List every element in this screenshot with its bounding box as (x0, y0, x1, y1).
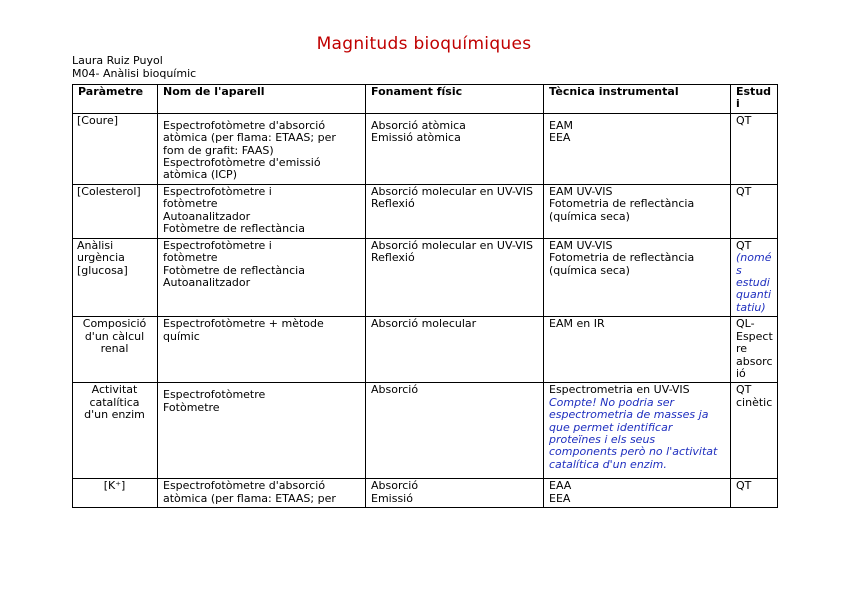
cell-aparell (158, 317, 366, 383)
cell-parametre-text: [K⁺] (103, 479, 126, 493)
header-estudi: Estudi (731, 85, 778, 114)
cell-fonament (366, 113, 544, 184)
cell-fonament-text: Absorció molecular en UV-VIS Reflexió (371, 184, 533, 211)
document-meta (72, 54, 196, 80)
cell-tecnica-text: EAM en IR (549, 317, 605, 331)
cell-parametre-text: [Colesterol] (77, 184, 141, 198)
cell-fonament (366, 383, 544, 479)
cell-parametre-text: Activitat catalítica d'un enzim (84, 383, 145, 422)
cell-tecnica (544, 383, 731, 479)
cell-parametre-text: [Coure] (77, 113, 119, 127)
subject-line: M04- Anàlisi bioquímic (72, 67, 197, 80)
cell-tecnica (544, 317, 731, 383)
cell-estudi (731, 184, 778, 238)
cell-tecnica-text: EAM EEA (549, 118, 573, 145)
header-row (73, 85, 778, 114)
cell-aparell (158, 184, 366, 238)
cell-tecnica (544, 113, 731, 184)
header-aparell: Nom de l'aparell (158, 85, 366, 114)
cell-estudi-text: QT (736, 184, 752, 198)
cell-fonament-text: Absorció molecular en UV-VIS Reflexió (371, 238, 533, 265)
cell-tecnica-text: Espectrometria en UV-VIS (549, 383, 690, 397)
cell-estudi (731, 113, 778, 184)
cell-fonament-text: Absorció atòmica Emissió atòmica (371, 118, 466, 145)
cell-tecnica (544, 184, 731, 238)
cell-parametre (73, 383, 158, 479)
cell-tecnica-text: EAA EEA (549, 479, 572, 505)
cell-parametre-text: Composició d'un càlcul renal (82, 317, 147, 356)
table-row (73, 317, 778, 383)
cell-estudi (731, 383, 778, 479)
cell-parametre (73, 113, 158, 184)
cell-fonament-text: Absorció molecular (371, 317, 477, 331)
cell-aparell-text: Espectrofotòmetre d'absorció atòmica (per flama: ETAAS; per (163, 479, 336, 505)
cell-estudi (731, 479, 778, 508)
table-row (73, 479, 778, 508)
cell-parametre (73, 479, 158, 508)
cell-aparell (158, 479, 366, 508)
cell-tecnica-text: EAM UV-VIS Fotometria de reflectància (química seca) (549, 184, 695, 223)
cell-aparell-text: Espectrofotòmetre i fotòmetre Fotòmetre de reflectància Autoanalitzador (163, 238, 305, 290)
cell-tecnica (544, 479, 731, 508)
cell-aparell (158, 383, 366, 479)
cell-fonament (366, 184, 544, 238)
cell-estudi-text: QT cinètic (736, 383, 773, 409)
cell-aparell-text: Espectrofotòmetre i fotòmetre Autoanalitzador Fotòmetre de reflectància (163, 184, 305, 236)
magnitudes-table (72, 84, 778, 508)
cell-fonament (366, 479, 544, 508)
cell-aparell-text: Espectrofotòmetre + mètode químic (163, 317, 324, 343)
cell-estudi-text: QT (736, 479, 752, 493)
cell-fonament (366, 317, 544, 383)
cell-parametre (73, 317, 158, 383)
table-row (73, 184, 778, 238)
header-tecnica: Tècnica instrumental (544, 85, 731, 114)
cell-aparell-text: Espectrofotòmetre d'absorció atòmica (per flama: ETAAS; per fom de grafit: FAAS) Espectrofotòmetre d'emissió atòmica (ICP) (163, 118, 336, 182)
table-row (73, 383, 778, 479)
cell-fonament-text: Absorció Emissió (371, 479, 419, 505)
header-fonament: Fonament físic (366, 85, 544, 114)
cell-aparell-text: Espectrofotòmetre Fotòmetre (163, 388, 266, 414)
cell-aparell (158, 238, 366, 316)
tecnica-note: Compte! No podria ser espectrometria de masses ja que permet identificar proteïnes i els seus components però no l'activitat catalítica d'un enzim. (549, 395, 718, 471)
cell-estudi-text: QT (736, 238, 752, 252)
cell-estudi-text: QT (736, 113, 752, 127)
cell-aparell (158, 113, 366, 184)
cell-parametre (73, 238, 158, 316)
cell-estudi-text: QL- Espectre absorció (736, 317, 773, 380)
cell-fonament (366, 238, 544, 316)
table-row (73, 238, 778, 316)
header-parametre: Paràmetre (73, 85, 158, 114)
cell-estudi (731, 317, 778, 383)
author-line: Laura Ruiz Puyol (72, 54, 163, 67)
cell-parametre-text: Anàlisi urgència [glucosa] (77, 238, 128, 277)
estudi-note: (només estudi quantitatiu) (736, 251, 772, 314)
table-row (73, 113, 778, 184)
cell-fonament-text: Absorció (371, 383, 419, 397)
cell-tecnica (544, 238, 731, 316)
page-title: Magnituds bioquímiques (316, 34, 532, 54)
cell-parametre (73, 184, 158, 238)
cell-estudi (731, 238, 778, 316)
cell-tecnica-text: EAM UV-VIS Fotometria de reflectància (química seca) (549, 238, 695, 277)
